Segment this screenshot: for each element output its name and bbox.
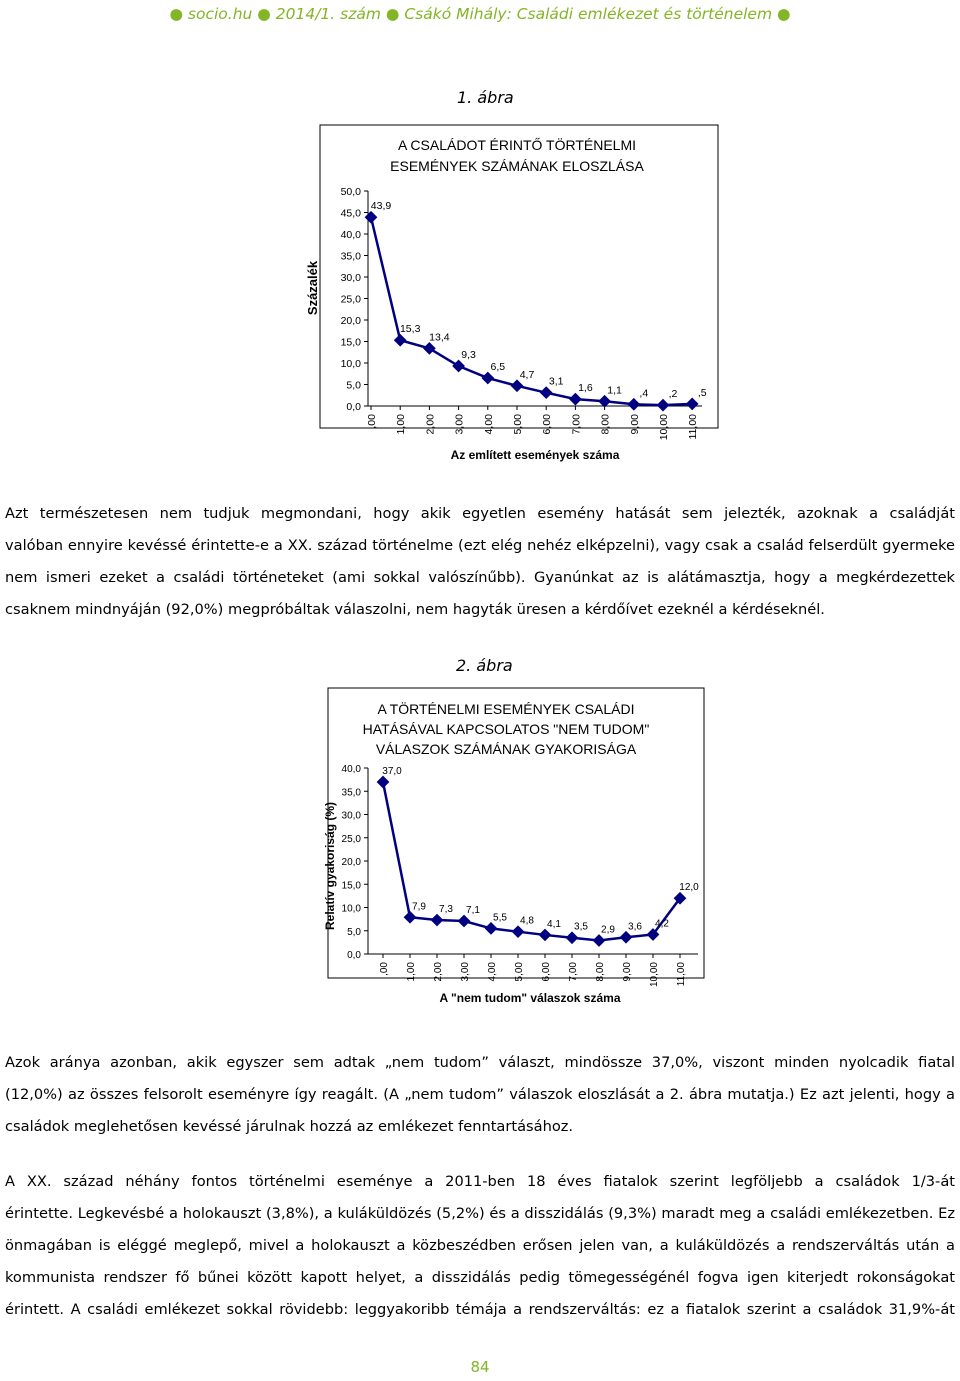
chart2-title-line3: VÁLASZOK SZÁMÁNAK GYAKORISÁGA	[375, 741, 637, 757]
data-label: 15,3	[399, 323, 421, 336]
data-point	[569, 393, 582, 406]
x-tick-label: 9,00	[622, 962, 633, 982]
y-tick-label: 45,0	[340, 207, 361, 220]
x-tick-label: 7,00	[568, 962, 579, 982]
y-tick-label: 0,0	[347, 950, 361, 961]
y-tick-label: 15,0	[340, 336, 361, 349]
y-tick-label: 0,0	[346, 401, 361, 413]
x-tick-label: 5,00	[512, 414, 524, 435]
chart2-title-line1: A TÖRTÉNELMI ESEMÉNYEK CSALÁDI	[377, 701, 635, 717]
data-label: 12,0	[679, 882, 699, 894]
data-point	[458, 915, 471, 928]
chart1-xlabel: Az említett események száma	[450, 448, 620, 462]
y-tick-label: 30,0	[340, 272, 361, 284]
paragraph3-line: A XX. század néhány fontos történelmi eseménye a 2011-ben 18 éves fiatalok szerint legföljebb a családok 1/3-át	[5, 1173, 955, 1190]
paragraph2-line: Azok aránya azonban, akik egyszer sem adtak „nem tudom” választ, mindössze 37,0%, viszont minden nyolcadik fiatal	[5, 1054, 955, 1071]
data-point	[620, 931, 633, 944]
paragraph2	[5, 1047, 955, 1143]
y-tick-label: 25,0	[341, 833, 361, 845]
x-tick-label: 10,00	[658, 414, 670, 441]
y-tick-label: 15,0	[341, 880, 361, 892]
x-tick-label: 4,00	[487, 962, 498, 982]
data-label: ,2	[668, 388, 678, 401]
y-tick-label: 10,0	[341, 903, 361, 915]
y-tick-label: 40,0	[340, 229, 361, 241]
x-tick-label: 1,00	[406, 962, 417, 982]
paragraph1-line: Azt természetesen nem tudjuk megmondani, hogy akik egyetlen esemény hatását sem jelezték, azoknak a családját	[5, 505, 955, 522]
data-point	[431, 914, 444, 927]
chart2-plot	[342, 764, 700, 987]
chart1-title-line2: ESEMÉNYEK SZÁMÁNAK ELOSZLÁSA	[390, 158, 644, 174]
paragraph2-line: (12,0%) az összes felsorolt eseményre így reagált. (A „nem tudom” válaszok eloszlását a 2. ábra mutatja.) Ez azt jelenti, hogy a	[5, 1086, 955, 1103]
y-tick-label: 20,0	[340, 315, 361, 327]
x-tick-label: 5,00	[514, 962, 525, 982]
page-number: 84	[470, 1358, 490, 1376]
x-tick-label: 11,00	[687, 414, 700, 440]
paragraph1	[5, 498, 955, 626]
x-tick-label: 1,00	[395, 414, 408, 435]
data-label: 43,9	[370, 200, 392, 213]
y-tick-label: 50,0	[340, 186, 361, 198]
data-point	[540, 386, 553, 399]
y-tick-label: 20,0	[341, 857, 361, 868]
data-point	[566, 931, 579, 944]
chart2-ylabel: Relatív gyakoriság (%)	[323, 801, 337, 931]
paragraph3-line: önmagában is eléggé meglepő, mivel a holokauszt a közbeszédben erősen jelen van, a kuláküldözés a rendszerváltás után a	[5, 1237, 955, 1254]
y-tick-label: 10,0	[340, 358, 361, 370]
data-label: 7,1	[466, 904, 480, 916]
data-point	[485, 922, 498, 935]
y-tick-label: 40,0	[341, 764, 361, 775]
data-label: 37,0	[382, 765, 402, 777]
data-label: 13,4	[429, 331, 450, 344]
x-tick-label: 4,00	[482, 414, 495, 435]
x-tick-label: 9,00	[628, 414, 641, 435]
data-label: 1,6	[578, 382, 593, 395]
data-label: 4,7	[519, 368, 535, 381]
data-label: 4,8	[520, 915, 534, 927]
data-label: 7,3	[439, 904, 453, 916]
data-point	[512, 925, 525, 938]
data-point	[423, 342, 436, 355]
data-point	[539, 929, 552, 942]
data-label: ,4	[639, 387, 649, 400]
data-point	[686, 397, 699, 410]
chart1	[290, 120, 730, 465]
paragraph1-line: valóban ennyire kevéssé érintette-e a XX. század történelme (ezt elég nehéz elképzelni), vagy csak a család felserdült gyermeke	[5, 537, 955, 554]
y-tick-label: 30,0	[341, 810, 361, 822]
x-tick-label: 8,00	[595, 962, 606, 982]
chart1-ylabel: Százalék	[305, 260, 320, 316]
data-point	[394, 334, 407, 347]
x-tick-label: 11,00	[676, 962, 687, 987]
data-point	[657, 399, 670, 412]
paragraph3-line: kommunista rendszer fő bűnei között kapott helyet, a disszidálás pedig tömegességénél fogva igen kiterjedt rokonságokat	[5, 1269, 955, 1286]
data-label: 4,1	[547, 918, 561, 930]
chart1-plot	[341, 186, 707, 440]
x-tick-label: 2,00	[424, 414, 437, 435]
data-label: 4,2	[655, 918, 669, 930]
data-label: 5,5	[493, 912, 507, 924]
chart2	[290, 686, 730, 1016]
x-tick-label: 8,00	[599, 414, 612, 435]
paragraph1-line: csaknem mindnyáján (92,0%) megpróbáltak válaszolni, nem hagyták üresen a kérdőívet ezeknél a kérdéseknél.	[5, 601, 825, 618]
chart2-xlabel: A "nem tudom" válaszok száma	[439, 991, 621, 1005]
data-label: 1,1	[607, 384, 622, 397]
y-tick-label: 5,0	[347, 926, 361, 938]
paragraph2-line: családok meglehetősen kevéssé járulnak hozzá az emlékezet fenntartásához.	[5, 1118, 574, 1135]
data-label: 3,1	[548, 375, 564, 388]
x-tick-label: 10,00	[649, 962, 660, 988]
page-header: ● socio.hu ● 2014/1. szám ● Csákó Mihály: Családi emlékezet és történelem ●	[169, 5, 791, 23]
x-tick-label: 7,00	[570, 414, 583, 435]
y-tick-label: 35,0	[340, 250, 361, 263]
chart2-title-line2: HATÁSÁVAL KAPCSOLATOS "NEM TUDOM"	[362, 721, 650, 737]
figure2-label: 2. ábra	[456, 656, 513, 675]
paragraph3-line: érintett. A családi emlékezet sokkal rövidebb: leggyakoribb témája a rendszerváltás: ez a fiatalok szerint a családok 31,9%-át	[5, 1301, 955, 1318]
paragraph3-line: érintette. Legkevésbé a holokauszt (3,8%), a kuláküldözés (5,2%) és a disszidálás (9,3%) maradt meg a családi emlékezetben. Ez	[5, 1205, 955, 1222]
data-label: 3,6	[628, 921, 642, 933]
y-tick-label: 25,0	[340, 293, 361, 306]
figure1-label: 1. ábra	[457, 88, 514, 107]
data-label: ,5	[697, 386, 707, 399]
x-tick-label: ,00	[366, 414, 378, 429]
paragraph3	[5, 1166, 955, 1326]
x-tick-label: 2,00	[433, 962, 444, 982]
chart1-title-line1: A CSALÁDOT ÉRINTŐ TÖRTÉNELMI	[397, 137, 637, 153]
data-label: 9,3	[461, 349, 476, 362]
data-point	[452, 360, 465, 373]
x-tick-label: 6,00	[541, 962, 552, 982]
data-label: 7,9	[412, 901, 426, 913]
y-tick-label: 35,0	[341, 787, 361, 799]
data-point	[593, 934, 606, 947]
x-tick-label: 6,00	[541, 414, 554, 435]
paragraph1-line: nem ismeri ezeket a családi történeteket (ami sokkal valószínűbb). Gyanúnkat az is alátámasztja, hogy a megkérdezettek	[5, 569, 955, 586]
data-label: 2,9	[601, 924, 615, 936]
x-tick-label: ,00	[379, 962, 390, 976]
data-point	[404, 911, 417, 924]
x-tick-label: 3,00	[453, 414, 466, 435]
data-point	[377, 776, 390, 789]
data-point	[627, 398, 640, 411]
data-label: 3,5	[574, 921, 588, 933]
data-label: 6,5	[490, 361, 506, 374]
x-tick-label: 3,00	[460, 962, 471, 982]
data-point	[511, 379, 524, 392]
data-point	[481, 372, 494, 385]
y-tick-label: 5,0	[346, 379, 361, 392]
